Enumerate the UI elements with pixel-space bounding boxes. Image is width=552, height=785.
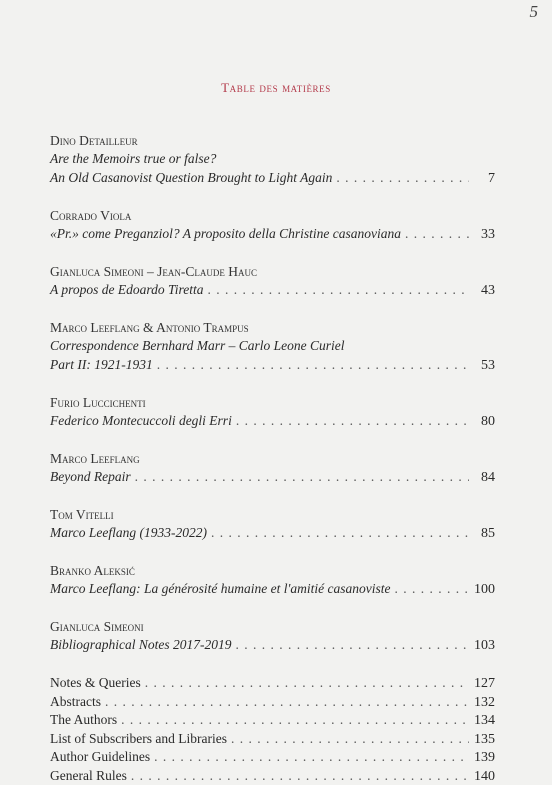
- misc-title: The Authors: [50, 711, 117, 729]
- page-title: Table des matières: [0, 80, 552, 96]
- misc-entry: [50, 674, 495, 693]
- dot-leader: [236, 635, 470, 654]
- misc-page: 139: [473, 749, 495, 767]
- entry-author: Marco Leeflang & Antonio Trampus: [50, 319, 495, 336]
- dot-leader: [211, 523, 469, 542]
- entry-author: Gianluca Simeoni: [50, 618, 495, 635]
- entry-title: Beyond Repair: [50, 467, 131, 486]
- dot-leader: [405, 224, 469, 243]
- misc-page: 134: [473, 712, 495, 730]
- misc-entry: [50, 748, 495, 767]
- table-of-contents: [50, 132, 495, 785]
- entry-title: A propos de Edoardo Tiretta: [50, 280, 204, 299]
- entry-author: Dino Detailleur: [50, 132, 495, 149]
- entry-title-line: [50, 355, 495, 375]
- misc-page: 127: [473, 675, 495, 693]
- entry-author: Gianluca Simeoni – Jean-Claude Hauc: [50, 263, 495, 280]
- entry-title: Federico Montecuccoli degli Erri: [50, 411, 232, 430]
- entry-title: An Old Casanovist Question Brought to Light Again: [50, 168, 332, 187]
- dot-leader: [105, 693, 469, 711]
- entry-title-line: [50, 635, 495, 655]
- misc-page: 140: [473, 768, 495, 785]
- toc-entry: [50, 207, 495, 244]
- dot-leader: [135, 467, 469, 486]
- misc-section: [50, 674, 495, 785]
- entry-title: Correspondence Bernhard Marr – Carlo Leone Curiel: [50, 336, 344, 355]
- misc-entry: [50, 711, 495, 730]
- misc-title: General Rules: [50, 767, 127, 785]
- entry-author: Branko Aleksić: [50, 562, 495, 579]
- entry-title: «Pr.» come Preganziol? A proposito della Christine casanoviana: [50, 224, 401, 243]
- dot-leader: [157, 355, 469, 374]
- misc-title: List of Subscribers and Libraries: [50, 730, 227, 748]
- dot-leader: [121, 711, 469, 729]
- entry-author: Corrado Viola: [50, 207, 495, 224]
- toc-entry: [50, 618, 495, 655]
- misc-entry: [50, 767, 495, 785]
- entry-title-line: [50, 467, 495, 487]
- misc-title: Author Guidelines: [50, 748, 150, 766]
- entry-page: 100: [473, 580, 495, 599]
- entry-page: 85: [473, 524, 495, 543]
- toc-entry: [50, 319, 495, 375]
- misc-title: Abstracts: [50, 693, 101, 711]
- dot-leader: [154, 748, 469, 766]
- dot-leader: [394, 579, 469, 598]
- entry-page: 103: [473, 636, 495, 655]
- entry-page: 80: [473, 412, 495, 431]
- entry-title: Marco Leeflang (1933-2022): [50, 523, 207, 542]
- misc-title: Notes & Queries: [50, 674, 141, 692]
- entry-title-line: [50, 411, 495, 431]
- entry-title-line: [50, 168, 495, 188]
- misc-entry: [50, 693, 495, 712]
- entry-page: 43: [473, 281, 495, 300]
- entry-page: 7: [473, 169, 495, 188]
- entry-title-line: [50, 579, 495, 599]
- entry-author: Marco Leeflang: [50, 450, 495, 467]
- dot-leader: [236, 411, 469, 430]
- misc-page: 132: [473, 694, 495, 712]
- entry-page: 84: [473, 468, 495, 487]
- entry-title: Marco Leeflang: La générosité humaine et l'amitié casanoviste: [50, 579, 390, 598]
- page-number: 5: [530, 2, 539, 22]
- dot-leader: [208, 280, 469, 299]
- entry-author: Furio Luccichenti: [50, 394, 495, 411]
- toc-entry: [50, 450, 495, 487]
- entry-title: Bibliographical Notes 2017-2019: [50, 635, 232, 654]
- entry-title-line: [50, 523, 495, 543]
- toc-entry: [50, 394, 495, 431]
- dot-leader: [336, 168, 469, 187]
- toc-entry: [50, 263, 495, 300]
- entry-title-line: [50, 280, 495, 300]
- dot-leader: [145, 674, 469, 692]
- entry-title-line: [50, 224, 495, 244]
- toc-entry: [50, 506, 495, 543]
- entry-title-line: [50, 336, 495, 355]
- toc-entry: [50, 562, 495, 599]
- entry-page: 33: [473, 225, 495, 244]
- misc-page: 135: [473, 731, 495, 749]
- entry-title: Are the Memoirs true or false?: [50, 149, 216, 168]
- entry-author: Tom Vitelli: [50, 506, 495, 523]
- misc-entry: [50, 730, 495, 749]
- entry-title-line: [50, 149, 495, 168]
- dot-leader: [231, 730, 469, 748]
- entry-title: Part II: 1921-1931: [50, 355, 153, 374]
- dot-leader: [131, 767, 469, 785]
- entry-page: 53: [473, 356, 495, 375]
- toc-entry: [50, 132, 495, 188]
